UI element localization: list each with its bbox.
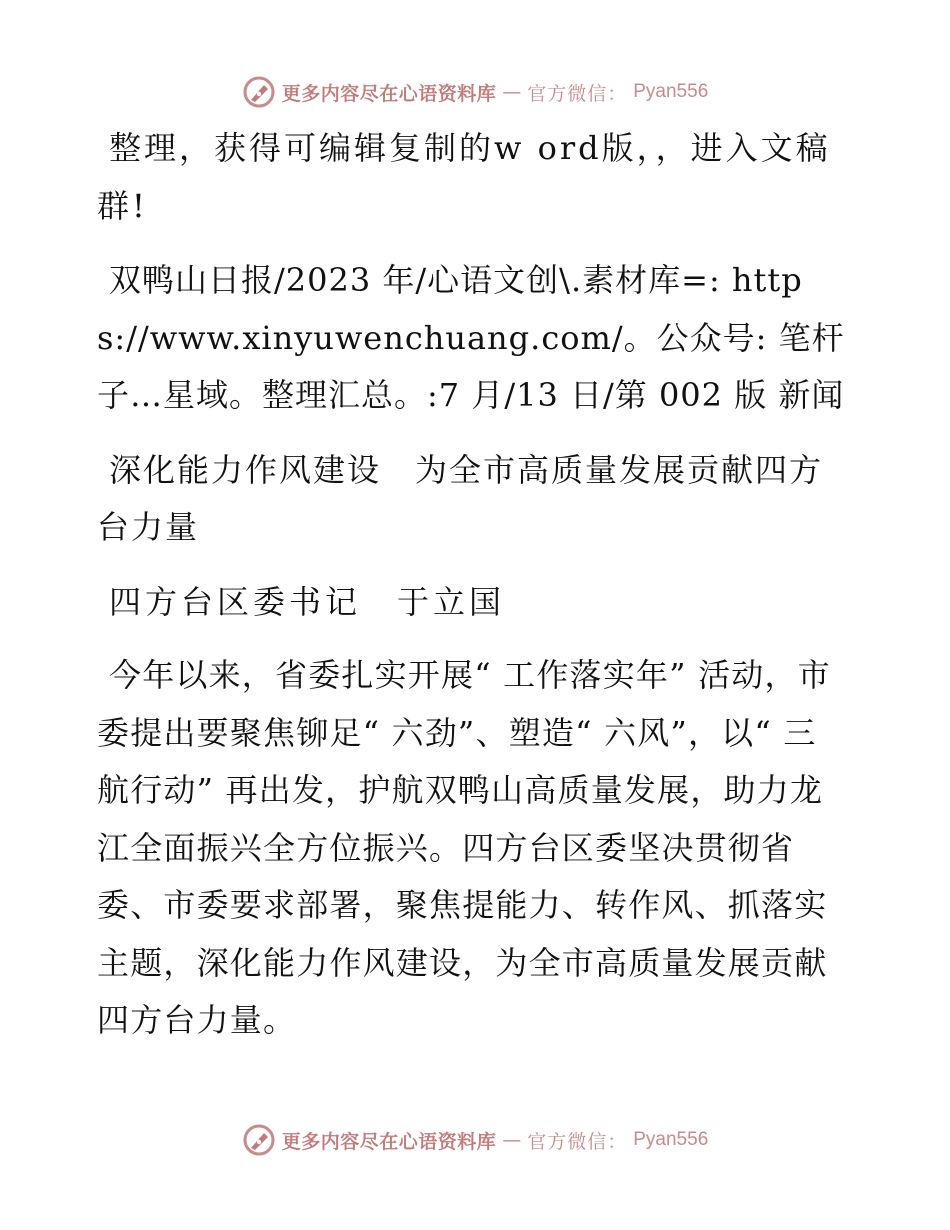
pen-nib-circle-icon (242, 75, 276, 109)
intro-paragraph: 整理，获得可编辑复制的w ord版，，进入文稿群! (97, 129, 831, 225)
watermark-main-text: 更多内容尽在心语资料库 (281, 82, 497, 105)
watermark-main-text: 更多内容尽在心语资料库 (281, 1130, 497, 1153)
watermark-dash: — (502, 1129, 522, 1151)
watermark-dash: — (502, 81, 522, 103)
document-body (97, 120, 849, 1067)
article-body-paragraph: 今年以来，省委扎实开展“ 工作落实年” 活动，市委提出要聚焦铆足“ 六劲”、塑造“ 六风”，以“ 三航行动” 再出发，护航双鸭山高质量发展，助力龙江全面振兴全方位振兴。四方台区委坚决贯彻省委、市委要求部署，聚焦提能力、转作风、抓落实主题，深化能力作风建设，为全市高质量发展贡献四方台力量。 (97, 656, 831, 1039)
header-watermark (0, 72, 950, 112)
watermark-wechat-id: Pyan556 (633, 81, 709, 102)
article-headline: 深化能力作风建设 为全市高质量发展贡献四方台力量 (97, 450, 824, 546)
source-info-paragraph: 双鸭山日报/2023 年/心语文创\.素材库=: https://www.xinyuwenchuang.com/。公众号: 笔杆子…星域。整理汇总。:7 月/13 日/第 002 版 新闻 (97, 261, 845, 414)
watermark-wechat-id: Pyan556 (633, 1129, 709, 1150)
article-author: 四方台区委书记 于立国 (109, 582, 506, 621)
watermark-wechat-label: 官方微信： (527, 82, 628, 105)
pen-nib-circle-icon (242, 1123, 276, 1157)
watermark-wechat-label: 官方微信： (527, 1130, 628, 1153)
footer-watermark (0, 1120, 950, 1160)
